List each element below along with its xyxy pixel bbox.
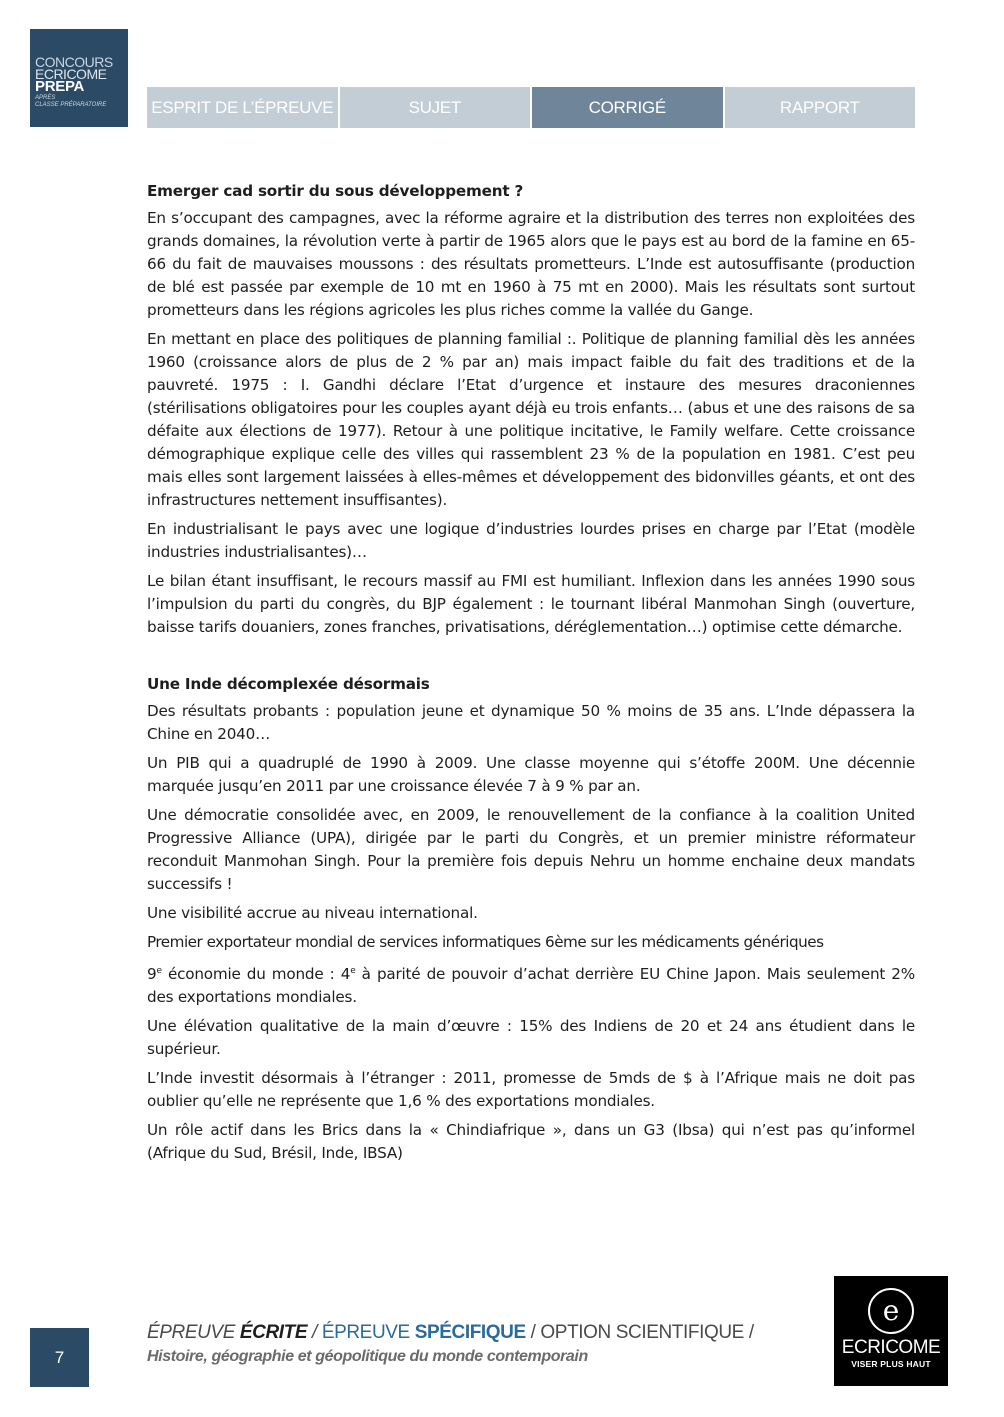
ecricome-logo <box>834 1276 948 1386</box>
logo-line-concours: CONCOURS <box>35 54 113 70</box>
footer-subtitle: Histoire, géographie et géopolitique du monde contemporain <box>147 1348 588 1365</box>
paragraph: L’Inde investit désormais à l’étranger : 2011, promesse de 5mds de $ à l’Afrique mais ne doit pas oublier qu’elle ne représente que 1,6 % des exportations mondiales. <box>147 1069 915 1111</box>
ecricome-name: ECRICOME <box>841 1337 941 1358</box>
ecricome-slogan: VISER PLUS HAUT <box>851 1359 931 1369</box>
paragraph: Une démocratie consolidée avec, en 2009, le renouvellement de la confiance à la coalition United Progressive Alliance (UPA), dirigée par le parti du Congrès, et un premier ministre réformateur reconduit Manmohan Singh. Pour la première fois depuis Nehru un homme enchaine deux mandats successifs ! <box>147 806 915 893</box>
logo-line-classe: CLASSE PRÉPARATOIRE <box>35 102 107 108</box>
footer-title <box>147 1322 807 1366</box>
text-run: à parité de pouvoir d’achat derrière EU Chine Japon. Mais seulement 2% des exportations mondiales. <box>147 965 915 1007</box>
paragraph: En s’occupant des campagnes, avec la réforme agraire et la distribution des terres non exploitées des grands domaines, la révolution verte à partir de 1965 alors que le pays est au bord de la famine en 65-66 du fait de mauvaises moussons : des résultats prometteurs. L’Inde est autosuffisante (production de blé est passée par exemple de 10 mt en 1960 à 75 mt en 2000). Mais les résultats sont surtout prometteurs dans les régions agricoles les plus riches comme la vallée du Gange. <box>147 209 915 319</box>
paragraph: Une visibilité accrue au niveau international. <box>147 904 478 922</box>
tab-esprit[interactable]: ESPRIT DE L’ÉPREUVE <box>147 87 338 128</box>
text-run: économie du monde : 4 <box>161 965 351 984</box>
tab-rapport[interactable]: RAPPORT <box>725 87 916 128</box>
text-run: ÉPREUVE <box>147 1322 240 1343</box>
tab-sujet[interactable]: SUJET <box>340 87 531 128</box>
ecricome-e-icon: e <box>868 1288 914 1334</box>
paragraph: Un rôle actif dans les Brics dans la « Chindiafrique », dans un G3 (Ibsa) qui n’est pas qu’informel (Afrique du Sud, Brésil, Inde, IBSA) <box>147 1121 915 1163</box>
text-run: 9 <box>147 965 157 984</box>
text-run: / OPTION SCIENTIFIQUE / <box>525 1322 754 1343</box>
section-heading: Une Inde décomplexée désormais <box>147 675 430 693</box>
text-run: SPÉCIFIQUE <box>414 1322 526 1343</box>
logo-line-ecricome: ECRICOME <box>35 66 107 82</box>
superscript: e <box>350 966 356 976</box>
paragraph: Une élévation qualitative de la main d’œuvre : 15% des Indiens de 20 et 24 ans étudient dans le supérieur. <box>147 1017 915 1059</box>
text-run: ÉCRITE <box>239 1322 308 1343</box>
logo-line-apres: APRÈS <box>35 95 56 101</box>
paragraph: En mettant en place des politiques de planning familial :. Politique de planning familial dès les années 1960 (croissance alors de plus de 2 % par an) mais impact faible du fait des traditions et de la pauvreté. 1975 : I. Gandhi déclare l’Etat d’urgence et instaure des mesures draconiennes (stérilisations obligatoires pour les couples ayant déjà eu trois enfants… (abus et une des raisons de sa défaite aux élections de 1977). Retour à une politique incitative, le Family welfare. Cette croissance démographique explique celle des villes qui rassemblent 23 % de la population en 1981. C’est peu mais elles sont largement laissées à elles-mêmes et développement des bidonvilles géants, et ont des infrastructures nettement insuffisantes). <box>147 330 915 509</box>
logo-line-prepa: PREPA <box>35 78 85 95</box>
footer-line1 <box>147 1322 807 1344</box>
paragraph: Premier exportateur mondial de services informatiques 6ème sur les médicaments génériques <box>147 933 824 951</box>
page-number: 7 <box>30 1328 89 1387</box>
paragraph: En industrialisant le pays avec une logique d’industries lourdes prises en charge par l’Etat (modèle industries industrialisantes)… <box>147 520 915 561</box>
text-run: / <box>307 1322 322 1343</box>
text-run: ÉPREUVE <box>321 1322 415 1343</box>
paragraph <box>147 960 915 1009</box>
tab-corrige[interactable]: CORRIGÉ <box>532 87 723 128</box>
main-content <box>147 180 915 1171</box>
paragraph: Des résultats probants : population jeune et dynamique 50 % moins de 35 ans. L’Inde dépassera la Chine en 2040… <box>147 702 915 743</box>
section-heading: Emerger cad sortir du sous développement ? <box>147 182 524 200</box>
superscript: e <box>156 966 162 976</box>
paragraph: Le bilan étant insuffisant, le recours massif au FMI est humiliant. Inflexion dans les années 1990 sous l’impulsion du parti du congrès, du BJP également : le tournant libéral Manmohan Singh (ouverture, baisse tarifs douaniers, zones franches, privatisations, déréglementation…) optimise cette démarche. <box>147 572 915 636</box>
nav-tabs <box>147 87 915 128</box>
concours-logo <box>30 29 128 127</box>
paragraph: Un PIB qui a quadruplé de 1990 à 2009. Une classe moyenne qui s’étoffe 200M. Une décennie marquée jusqu’en 2011 par une croissance élevée 7 à 9 % par an. <box>147 754 915 795</box>
